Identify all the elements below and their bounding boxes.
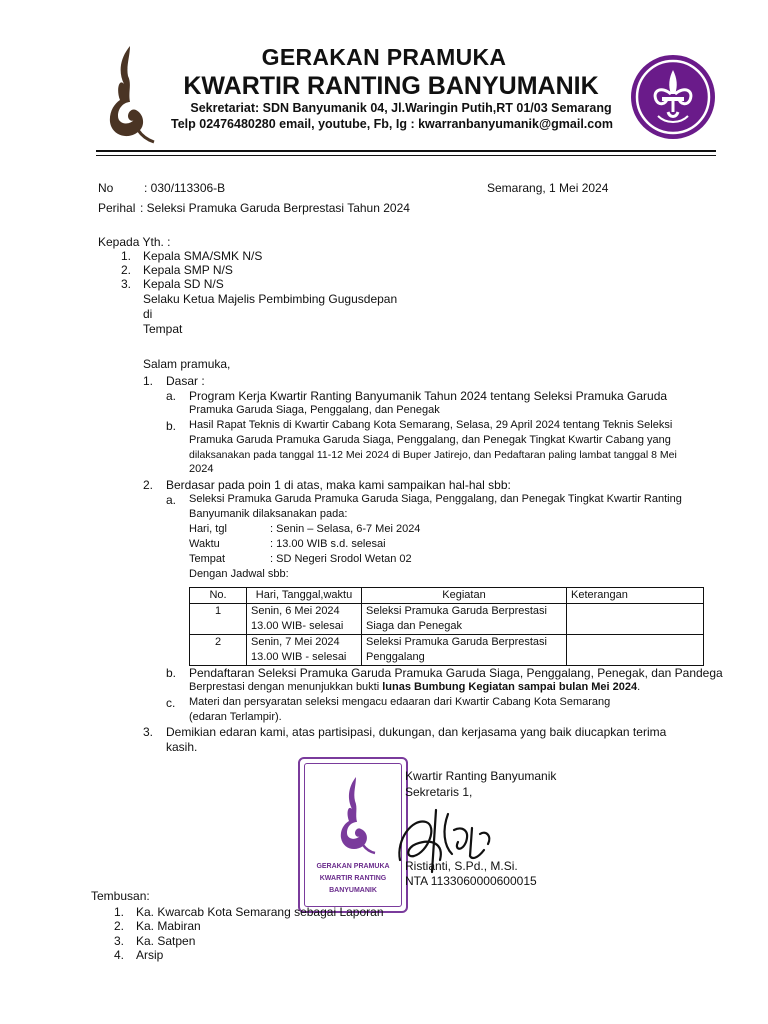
secretariat-address: Sekretariat: SDN Banyumanik 04, Jl.Waringin Putih,RT 01/03 Semarang [190, 101, 612, 115]
closing-line1: Demikian edaran kami, atas partisipasi, dukungan, dan kerjasama yang baik diucapkan terima [166, 725, 667, 739]
cell-hari-time: 13.00 WIB- selesai [251, 620, 344, 632]
recipient-item: Kepala SMA/SMK N/S [143, 249, 263, 263]
dasar-b-line4: 2024 [189, 463, 214, 475]
schedule-table [189, 587, 704, 666]
jadwal-label: Dengan Jadwal sbb: [189, 568, 289, 580]
table-row [190, 604, 704, 635]
p2a-line2: Banyumanik dilaksanakan pada: [189, 508, 348, 520]
tembusan-num-3: 3. [114, 934, 125, 948]
table-header-row [190, 588, 704, 604]
cell-hari [247, 635, 362, 666]
cell-hari [247, 604, 362, 635]
tembusan-num-1: 1. [114, 905, 125, 919]
sign-role: Sekretaris 1, [405, 785, 473, 799]
p2b-line2-bold: lunas Bumbung Kegiatan sampai bulan Mei 2024 [382, 681, 638, 693]
table-row [190, 635, 704, 666]
sign-nta: NTA 1133060000600015 [405, 874, 537, 888]
recipient-intro: Kepada Yth. : [98, 235, 171, 249]
p2c-line1: Materi dan persyaratan seleksi mengacu edaaran dari Kwartir Cabang Kota Semarang [189, 696, 611, 708]
header-rule-thick [96, 150, 716, 152]
dasar-a-line2: Pramuka Garuda Siaga, Penggalang, dan Penegak [189, 404, 440, 416]
org-title: GERAKAN PRAMUKA [261, 44, 507, 70]
perihal-label: Perihal [98, 201, 136, 215]
cell-hari-time: 13.00 WIB - selesai [251, 651, 347, 663]
recipient-item: Kepala SD N/S [143, 277, 224, 291]
stamp-line1: GERAKAN PRAMUKA [316, 863, 390, 870]
dasar-b-line3: dilaksanakan pada tanggal 11-12 Mei 2024 di Buper Jatirejo, dan Pedaftaran paling lambat tanggal 8 Mei [189, 449, 677, 461]
wosm-emblem-icon [628, 52, 718, 142]
waktu-value: : 13.00 WIB s.d. selesai [270, 538, 386, 550]
closing-line2: kasih. [166, 740, 198, 754]
tembusan-item: Arsip [136, 948, 164, 962]
cell-kegiatan-line1: Seleksi Pramuka Garuda Berprestasi [366, 636, 547, 648]
p2b-line2 [189, 681, 640, 693]
hari-label: Hari, tgl [189, 523, 227, 535]
tembusan-num-2: 2. [114, 919, 125, 933]
letter-date: Semarang, 1 Mei 2024 [487, 181, 609, 195]
p2b-line1: Pendaftaran Seleksi Pramuka Garuda Pramuka Garuda Siaga, Penggalang, Penegak, dan Pandega [189, 666, 723, 680]
tempat-value: : SD Negeri Srodol Wetan 02 [270, 553, 412, 565]
cell-hari-date: Senin, 6 Mei 2024 [251, 605, 340, 617]
table-header: Keterangan [567, 588, 704, 604]
dasar-b-line2: Pramuka Garuda Pramuka Garuda Siaga, Penggalang, dan Penegak Tingkat Kwartir Cabang yang [189, 434, 671, 446]
cell-kegiatan [362, 635, 567, 666]
stamp-line3: BANYUMANIK [329, 887, 377, 894]
greeting: Salam pramuka, [143, 357, 231, 371]
dasar-b-line1: Hasil Rapat Teknis di Kwartir Cabang Kota Semarang, Selasa, 29 April 2024 tentang Teknis Seleksi [189, 419, 673, 431]
recipient-num-2: 2. [121, 263, 132, 277]
waktu-label: Waktu [189, 538, 220, 550]
sign-name: Ristianti, S.Pd., M.Si. [405, 859, 518, 873]
stamp-tunas-icon [328, 775, 378, 855]
tembusan-item: Ka. Mabiran [136, 919, 201, 933]
tembusan-item: Ka. Satpen [136, 934, 196, 948]
cell-kegiatan [362, 604, 567, 635]
cell-kegiatan-line2: Penggalang [366, 651, 425, 663]
recipient-item: Kepala SMP N/S [143, 263, 233, 277]
p2c-line2: (edaran Terlampir). [189, 711, 282, 723]
poin2-num: 2. [143, 478, 154, 492]
table-header: Hari, Tanggal,waktu [247, 588, 362, 604]
cell-no: 1 [190, 604, 247, 635]
sign-org: Kwartir Ranting Banyumanik [405, 769, 557, 783]
p2a-line1: Seleksi Pramuka Garuda Pramuka Garuda Siaga, Penggalang, dan Penegak Tingkat Kwartir Ranting [189, 493, 682, 505]
p2b-line2-end: . [637, 681, 641, 693]
recipient-num-3: 3. [121, 277, 132, 291]
tembusan-item: Ka. Kwarcab Kota Semarang sebagai Laporan [136, 905, 384, 919]
cell-kegiatan-line1: Seleksi Pramuka Garuda Berprestasi [366, 605, 547, 617]
p2b-letter: b. [166, 666, 177, 680]
cell-keterangan [567, 635, 704, 666]
cell-kegiatan-line2: Siaga dan Penegak [366, 620, 463, 632]
recipient-selaku: Selaku Ketua Majelis Pembimbing Gugusdepan [143, 292, 398, 306]
hari-value: : Senin – Selasa, 6-7 Mei 2024 [270, 523, 421, 535]
tembusan-title: Tembusan: [91, 889, 150, 903]
cell-hari-date: Senin, 7 Mei 2024 [251, 636, 340, 648]
contact-info: Telp 02476480280 email, youtube, Fb, Ig : kwarranbanyumanik@gmail.com [171, 117, 613, 131]
stamp-line2: KWARTIR RANTING [319, 875, 387, 882]
dasar-num: 1. [143, 374, 154, 388]
tembusan-num-4: 4. [114, 948, 125, 962]
cell-keterangan [567, 604, 704, 635]
p2b-line2-text: Berprestasi dengan menunjukkan bukti [189, 681, 383, 693]
dasar-a-line1: Program Kerja Kwartir Ranting Banyumanik Tahun 2024 tentang Seleksi Pramuka Garuda [189, 389, 668, 403]
closing-num: 3. [143, 725, 154, 739]
recipient-tempat: Tempat [143, 322, 183, 336]
dasar-b-letter: b. [166, 419, 177, 433]
no-label: No [98, 181, 114, 195]
dasar-title: Dasar : [166, 374, 205, 388]
table-header: Kegiatan [362, 588, 567, 604]
poin2-title: Berdasar pada poin 1 di atas, maka kami sampaikan hal-hal sbb: [166, 478, 511, 492]
recipient-di: di [143, 307, 153, 321]
p2a-letter: a. [166, 493, 177, 507]
header-rule-thin [96, 155, 716, 156]
table-header: No. [190, 588, 247, 604]
no-value: : 030/113306-B [144, 181, 226, 195]
unit-title: KWARTIR RANTING BANYUMANIK [183, 72, 599, 100]
p2c-letter: c. [166, 696, 176, 710]
dasar-a-letter: a. [166, 389, 177, 403]
perihal-value: : Seleksi Pramuka Garuda Berprestasi Tahun 2024 [140, 201, 410, 215]
cell-no: 2 [190, 635, 247, 666]
tempat-label: Tempat [189, 553, 226, 565]
recipient-num-1: 1. [121, 249, 132, 263]
